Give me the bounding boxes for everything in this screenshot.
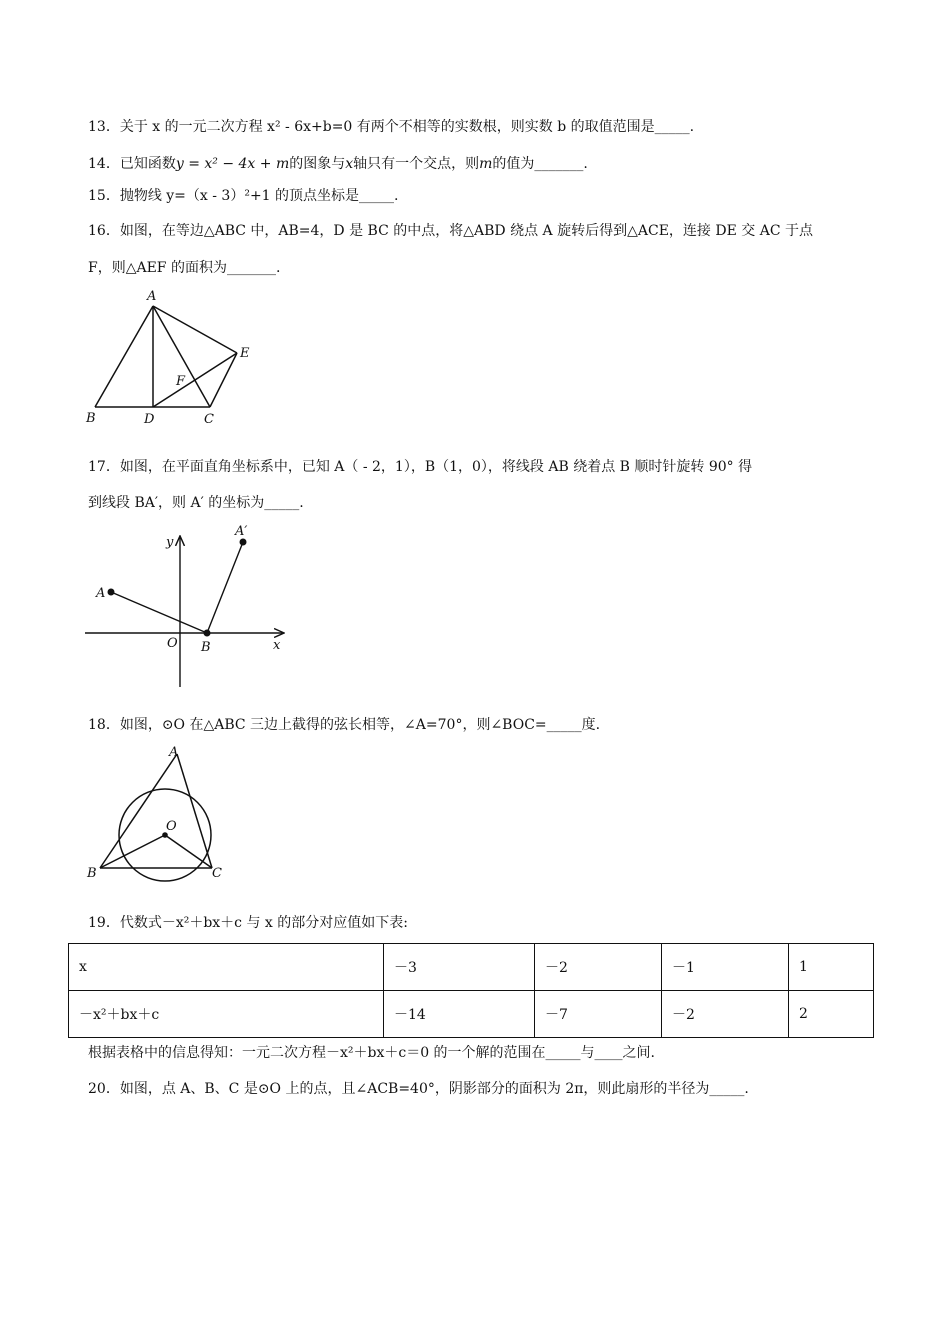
question-14-middle: 的图象与 xyxy=(289,156,346,172)
question-19: 19．代数式－x²＋bx＋c 与 x 的部分对应值如下表: xyxy=(88,915,408,931)
label-c: C xyxy=(204,412,214,427)
label-a: A xyxy=(147,289,157,304)
table-cell: －3 xyxy=(384,944,535,991)
question-16-line-2: F，则△AEF 的面积为_______. xyxy=(88,260,281,276)
question-14-function: y = x² − 4x + m xyxy=(175,156,290,172)
label-a: A xyxy=(96,586,106,601)
question-14-middle2: 轴只有一个交点，则 xyxy=(353,156,480,172)
question-15: 15．抛物线 y=（x - 3）²+1 的顶点坐标是_____. xyxy=(88,188,399,204)
question-20: 20．如图，点 A、B、C 是⊙O 上的点，且∠ACB=40°，阴影部分的面积为 2π，则此扇形的半径为_____. xyxy=(88,1081,749,1097)
table-cell: －14 xyxy=(384,991,535,1038)
figure-17-coordinate-plane xyxy=(85,525,295,690)
question-19-conclusion: 根据表格中的信息得知：一元二次方程－x²＋bx＋c＝0 的一个解的范围在_____与____之间. xyxy=(88,1045,656,1061)
label-e: E xyxy=(240,346,250,361)
question-14-prefix: 14．已知函数 xyxy=(88,156,176,172)
table-cell: 2 xyxy=(789,991,874,1038)
table-row xyxy=(69,944,874,991)
question-13: 13．关于 x 的一元二次方程 x² - 6x+b=0 有两个不相等的实数根，则实数 b 的取值范围是_____. xyxy=(88,119,695,135)
question-14-suffix: 的值为_______. xyxy=(492,156,588,172)
label-o: O xyxy=(166,819,177,834)
question-16-line-1: 16．如图，在等边△ABC 中，AB=4，D 是 BC 的中点，将△ABD 绕点 A 旋转后得到△ACE，连接 DE 交 AC 于点 xyxy=(88,223,813,239)
figure-18-circle-triangle xyxy=(80,740,240,885)
table-cell: 1 xyxy=(789,944,874,991)
table-cell: x xyxy=(69,944,384,991)
table-cell: －1 xyxy=(662,944,789,991)
label-a: A xyxy=(169,745,179,760)
label-b: B xyxy=(87,866,97,881)
figure-16-triangle xyxy=(80,285,260,430)
label-y: y xyxy=(166,535,174,550)
label-d: D xyxy=(144,412,155,427)
value-table xyxy=(68,943,874,1038)
question-17-line-2: 到线段 BA′，则 A′ 的坐标为_____. xyxy=(88,495,304,511)
question-14-axis-var: x xyxy=(345,156,354,172)
question-18: 18．如图，⊙O 在△ABC 三边上截得的弦长相等，∠A=70°，则∠BOC=_____度. xyxy=(88,717,601,733)
label-x: x xyxy=(273,638,281,653)
table-cell: －7 xyxy=(535,991,662,1038)
question-17-line-1: 17．如图，在平面直角坐标系中，已知 A（ - 2，1），B（1，0），将线段 AB 绕着点 B 顺时针旋转 90° 得 xyxy=(88,459,753,475)
table-row xyxy=(69,991,874,1038)
label-o: O xyxy=(167,636,178,651)
label-f: F xyxy=(176,374,186,389)
table-cell: －2 xyxy=(535,944,662,991)
question-14 xyxy=(88,154,588,174)
table-cell: －2 xyxy=(662,991,789,1038)
label-b: B xyxy=(201,640,211,655)
label-c: C xyxy=(212,866,222,881)
label-a-prime: A′ xyxy=(235,524,248,539)
label-b: B xyxy=(86,411,96,426)
table-cell: －x²＋bx＋c xyxy=(69,991,384,1038)
question-14-var-m: m xyxy=(479,156,493,172)
